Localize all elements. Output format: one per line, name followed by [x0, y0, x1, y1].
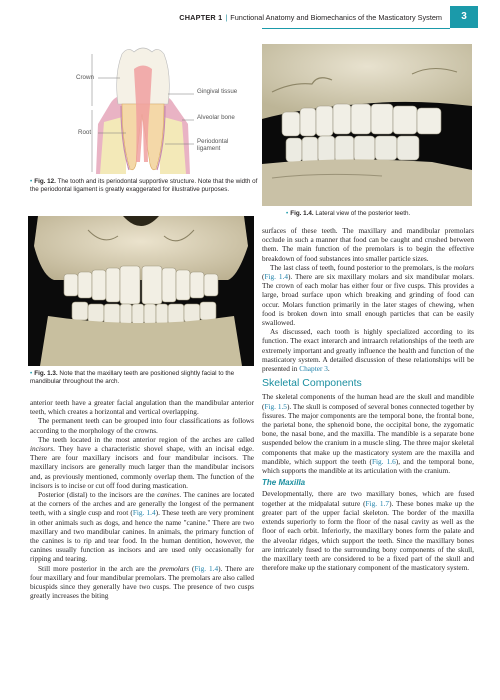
fig-ref-link[interactable]: Fig. 1.4	[194, 563, 219, 573]
caption-fig12-text: The tooth and its periodontal supportive structure. Note that the width of the periodontal ligament is greatly exaggerated for illustrative purposes.	[30, 178, 258, 194]
right-paragraph-3: As discussed, each tooth is highly specialized according to its function. The exact interarch and intraarch relationships of the teeth are extremely important and greatly influence the health and function of the masticatory system. A detailed discussion of these relationships will be presented in Chapter 3.	[262, 327, 474, 374]
caption-fig12-number: Fig. 12.	[34, 178, 56, 185]
caption-fig13-number: Fig. 1.3.	[34, 370, 58, 377]
left-paragraph-5: Still more posterior in the arch are the premolars (Fig. 1.4). There are four maxillary and four mandibular premolars. The premolars are also called bicuspids since they generally have two cusps. The presence of two cusps greatly increases the biting	[30, 563, 254, 601]
right-text-column	[262, 226, 474, 572]
left-paragraph-1: anterior teeth have a greater facial angulation than the mandibular anterior teeth, which creates a horizontal and vertical overlapping.	[30, 398, 254, 417]
chapter-label: CHAPTER 1	[179, 13, 223, 22]
left-paragraph-4: Posterior (distal) to the incisors are the canines. The canines are located at the corners of the arches and are generally the longest of the permanent teeth, with a single cusp and root (Fig. 1.4). These teeth are very prominent in other animals such as dogs, and hence the name "canine." There are two maxillary and two mandibular canines. In animals, the primary function of the canines is to rip and tear food. In the human dentition, however, the canines usually function as incisors and are used only occasionally for ripping and tearing.	[30, 490, 255, 564]
tooth-illustration	[70, 44, 250, 174]
right-paragraph-2: The last class of teeth, found posterior to the premolars, is the molars (Fig. 1.4). There are six maxillary molars and six mandibular molars. The crown of each molar has either four or five cusps. This provides a large, broad surface upon which breaking and grinding of food can occur. Molars function primarily in the later stages of chewing, when food is broken down into small enough particles that can be easily swallowed.	[262, 262, 475, 328]
caption-fig13-text: Note that the maxillary teeth are positioned slightly facial to the mandibular throughout the arch.	[30, 370, 235, 386]
fig-ref-link[interactable]: Fig. 1.7	[365, 498, 390, 508]
caption-fig14-text: Lateral view of the posterior teeth.	[315, 210, 411, 217]
term-canines: canines	[157, 490, 180, 500]
fig-ref-link[interactable]: Fig. 1.5	[264, 401, 287, 411]
term-premolars: premolars	[159, 563, 190, 573]
left-paragraph-2: The permanent teeth can be grouped into four classifications as follows according to the morphology of the crowns.	[30, 416, 254, 435]
caption-fig13: • Fig. 1.3. Note that the maxillary teeth are positioned slightly facial to the mandibular throughout the arch.	[30, 370, 235, 386]
caption-fig14: • Fig. 1.4. Lateral view of the posterior teeth.	[286, 210, 411, 217]
photo-frontal-view	[28, 216, 254, 366]
label-crown: Crown	[76, 74, 94, 81]
label-gingival: Gingival tissue	[197, 88, 238, 95]
fig-ref-link[interactable]: Fig. 1.4	[264, 272, 288, 282]
label-periodontal: Periodontal ligament	[197, 138, 229, 152]
header-rule	[262, 28, 450, 29]
fig-ref-link[interactable]: Fig. 1.4	[132, 508, 156, 518]
page-number: 3	[450, 6, 478, 28]
right-paragraph-1: surfaces of these teeth. The maxillary and mandibular premolars occlude in such a manner that food can be caught and crushed between them. The main function of the premolars is to begin the effective breakdown of food substances into smaller particle sizes.	[262, 226, 474, 263]
caption-fig14-number: Fig. 1.4.	[290, 210, 314, 217]
chapter-ref-link[interactable]: Chapter 3	[299, 364, 328, 374]
term-molars: molars	[453, 262, 474, 272]
running-head: CHAPTER 1 | Functional Anatomy and Biomechanics of the Masticatory System	[179, 13, 442, 22]
right-paragraph-4: The skeletal components of the human head are the skull and mandible (Fig. 1.5). The skull is composed of several bones connected together by fissures. The major components are the temporal bone, the frontal bone, the parietal bone, the sphenoid bone, the occipital bone, the zygomatic bone, the nasal bone, and the maxilla. The mandible is a separate bone suspended below the cranium in a muscle sling. The three major skeletal components that make up the masticatory system are the maxilla and mandible, which support the teeth (Fig. 1.6), and the temporal bone, which supports the mandible at its articulation with the cranium.	[262, 392, 474, 476]
label-root: Root	[78, 129, 92, 136]
left-paragraph-3: The teeth located in the most anterior region of the arches are called incisors. They have a characteristic shovel shape, with an incisal edge. There are four maxillary incisors and four mandibular incisors. The maxillary incisors are generally much larger than the mandibular incisors and, as previously mentioned, commonly overlap them. The function of the incisors is to incise or cut off food during mastication.	[30, 434, 254, 490]
photo-lateral-view	[262, 44, 472, 206]
left-text-column	[30, 398, 254, 600]
right-paragraph-5: Developmentally, there are two maxillary bones, which are fused together at the midpalatal suture (Fig. 1.7). These bones make up the greater part of the upper facial skeleton. The border of the maxilla extends superiorly to form the floor of the nasal cavity as well as the floor of each orbit. Inferiorly, the maxillary bones form the palate and the alveolar ridges, which support the teeth. Since the maxillary bones are intricately fused to the surrounding bony components of the skull, the maxillary teeth are considered to be a fixed part of the skull and therefore make up the stationary component of the masticatory system.	[262, 489, 474, 573]
chapter-title: Functional Anatomy and Biomechanics of the Masticatory System	[230, 13, 442, 22]
caption-fig12: • Fig. 12. The tooth and its periodontal supportive structure. Note that the width of the periodontal ligament is greatly exaggerated for illustrative purposes.	[30, 178, 258, 194]
page-header	[0, 0, 500, 34]
figure-tooth-diagram	[70, 44, 250, 174]
term-incisors: incisors	[30, 444, 54, 454]
fig-ref-link[interactable]: Fig. 1.6	[371, 456, 396, 466]
label-alveolar: Alveolar bone	[197, 114, 235, 121]
heading-the-maxilla: The Maxilla	[262, 478, 306, 488]
heading-skeletal-components: Skeletal Components	[262, 377, 362, 390]
